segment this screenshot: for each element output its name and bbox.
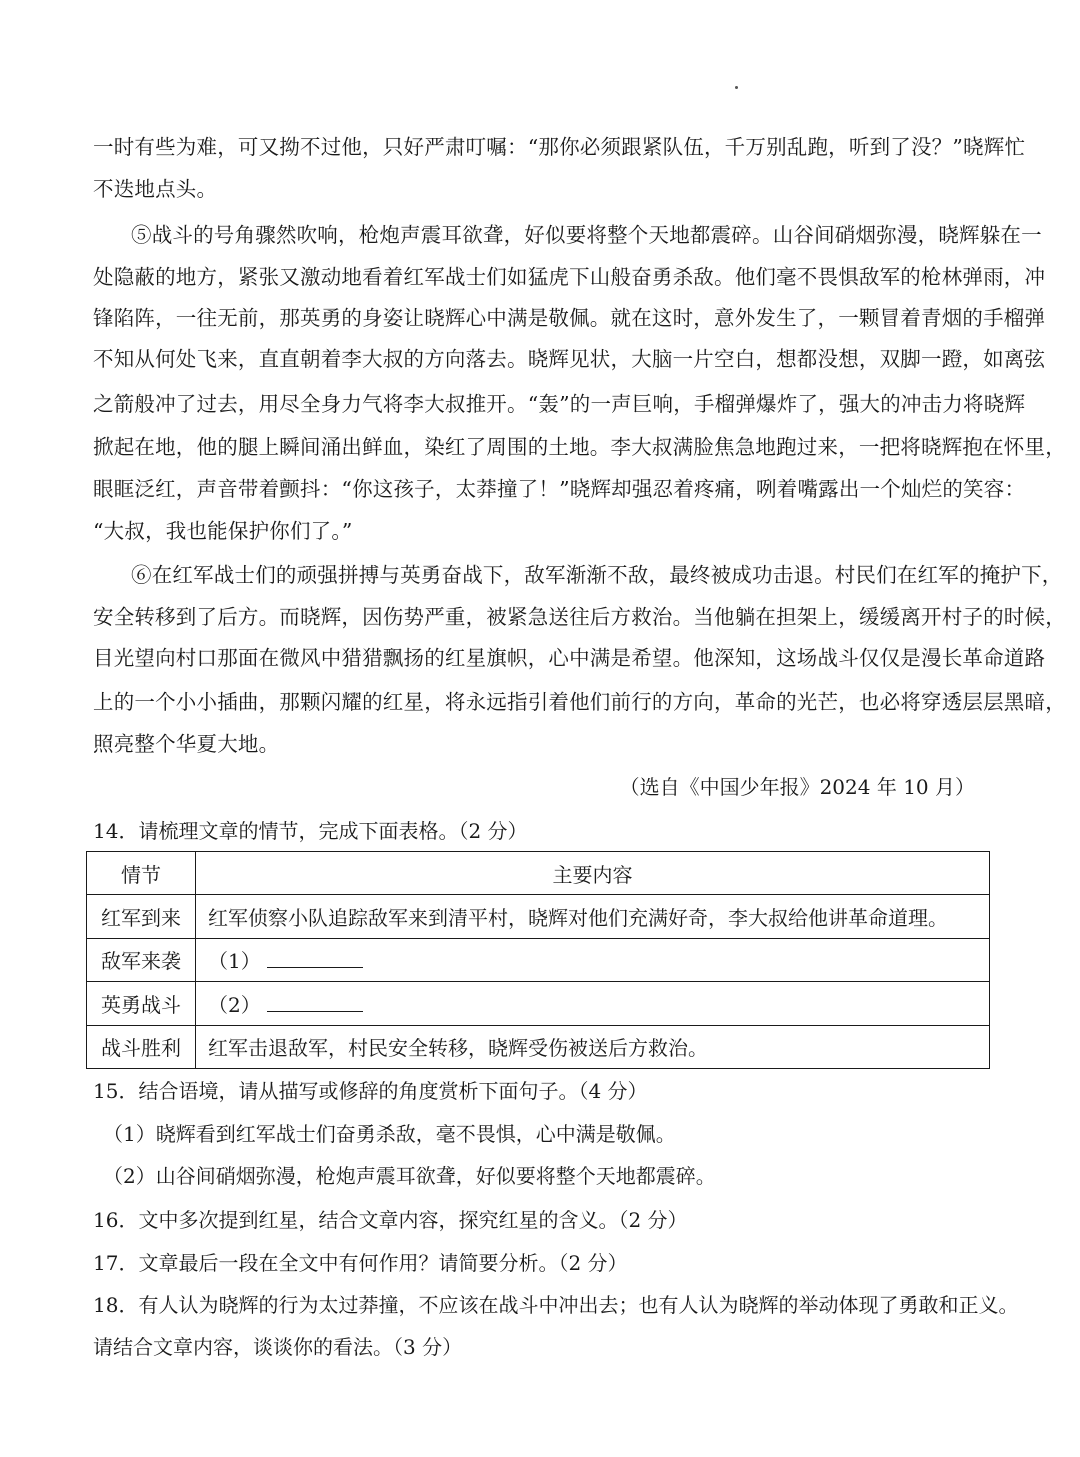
passage-line: 锋陷阵，一往无前，那英勇的身姿让晓辉心中满是敬佩。就在这时，意外发生了，一颗冒着青烟的手榴弹	[93, 306, 1046, 330]
plot-table	[86, 851, 990, 1069]
table-row	[87, 982, 990, 1025]
passage-line: 掀起在地，他的腿上瞬间涌出鲜血，染红了周围的土地。李大叔满脸焦急地跑过来，一把将晓辉抱在怀里，	[93, 435, 1066, 459]
answer-blank-1[interactable]	[267, 949, 363, 968]
question-15: 15．结合语境，请从描写或修辞的角度赏析下面句子。（4 分）	[93, 1079, 648, 1103]
answer-blank-2[interactable]	[267, 993, 363, 1012]
content-cell: 红军侦察小队追踪敌军来到清平村，晓辉对他们充满好奇，李大叔给他讲革命道理。	[196, 895, 990, 938]
header-content: 主要内容	[196, 852, 990, 895]
question-18-cont: 请结合文章内容，谈谈你的看法。（3 分）	[93, 1335, 463, 1359]
table-row	[87, 895, 990, 938]
header-plot: 情节	[87, 852, 196, 895]
paragraph-6-start: ⑥在红军战士们的顽强拼搏与英勇奋战下，敌军渐渐不敌，最终被成功击退。村民们在红军的掩护下，	[131, 563, 1063, 587]
plot-cell: 敌军来袭	[87, 938, 196, 981]
passage-line: 不知从何处飞来，直直朝着李大叔的方向落去。晓辉见状，大脑一片空白，想都没想，双脚一蹬，如离弦	[93, 347, 1046, 371]
passage-line: 一时有些为难，可又拗不过他，只好严肃叮嘱：“那你必须跟紧队伍，千万别乱跑，听到了没？”晓辉忙	[93, 135, 1026, 159]
table-row	[87, 1025, 990, 1068]
table-row	[87, 938, 990, 981]
passage-line: “大叔，我也能保护你们了。”	[93, 519, 353, 543]
question-14: 14．请梳理文章的情节，完成下面表格。（2 分）	[93, 819, 528, 843]
question-15-2: （2）山谷间硝烟弥漫，枪炮声震耳欲聋，好似要将整个天地都震碎。	[103, 1164, 716, 1188]
question-18: 18．有人认为晓辉的行为太过莽撞，不应该在战斗中冲出去；也有人认为晓辉的举动体现了勇敢和正义。	[93, 1293, 1019, 1317]
content-cell: 红军击退敌军，村民安全转移，晓辉受伤被送后方救治。	[196, 1025, 990, 1068]
question-16: 16．文中多次提到红星，结合文章内容，探究红星的含义。（2 分）	[93, 1208, 688, 1232]
blank-label: （2）	[208, 992, 261, 1017]
source-citation: （选自《中国少年报》2024 年 10 月）	[619, 775, 975, 799]
question-17: 17．文章最后一段在全文中有何作用？请简要分析。（2 分）	[93, 1251, 628, 1275]
passage-line: 之箭般冲了过去，用尽全身力气将李大叔推开。“轰”的一声巨响，手榴弹爆炸了，强大的冲击力将晓辉	[93, 392, 1026, 416]
passage-line: 不迭地点头。	[93, 177, 218, 201]
passage-line: 上的一个小小插曲，那颗闪耀的红星，将永远指引着他们前行的方向，革命的光芒，也必将穿透层层黑暗，	[93, 690, 1066, 714]
passage-line: 安全转移到了后方。而晓辉，因伤势严重，被紧急送往后方救治。当他躺在担架上，缓缓离开村子的时候，	[93, 605, 1066, 629]
scan-dot	[735, 86, 738, 89]
plot-cell: 战斗胜利	[87, 1025, 196, 1068]
table-header-row	[87, 852, 990, 895]
content-cell	[196, 982, 990, 1025]
blank-label: （1）	[208, 949, 261, 974]
passage-line: 处隐蔽的地方，紧张又激动地看着红军战士们如猛虎下山般奋勇杀敌。他们毫不畏惧敌军的枪林弹雨，冲	[93, 265, 1046, 289]
content-cell	[196, 938, 990, 981]
passage-line: 照亮整个华夏大地。	[93, 732, 280, 756]
plot-cell: 英勇战斗	[87, 982, 196, 1025]
passage-line: 眼眶泛红，声音带着颤抖：“你这孩子，太莽撞了！”晓辉却强忍着疼痛，咧着嘴露出一个灿烂的笑容：	[93, 477, 1026, 501]
passage-line: 目光望向村口那面在微风中猎猎飘扬的红星旗帜，心中满是希望。他深知，这场战斗仅仅是漫长革命道路	[93, 646, 1046, 670]
paragraph-5-start: ⑤战斗的号角骤然吹响，枪炮声震耳欲聋，好似要将整个天地都震碎。山谷间硝烟弥漫，晓辉躲在一	[131, 223, 1042, 247]
plot-cell: 红军到来	[87, 895, 196, 938]
question-15-1: （1）晓辉看到红军战士们奋勇杀敌，毫不畏惧，心中满是敬佩。	[103, 1122, 676, 1146]
